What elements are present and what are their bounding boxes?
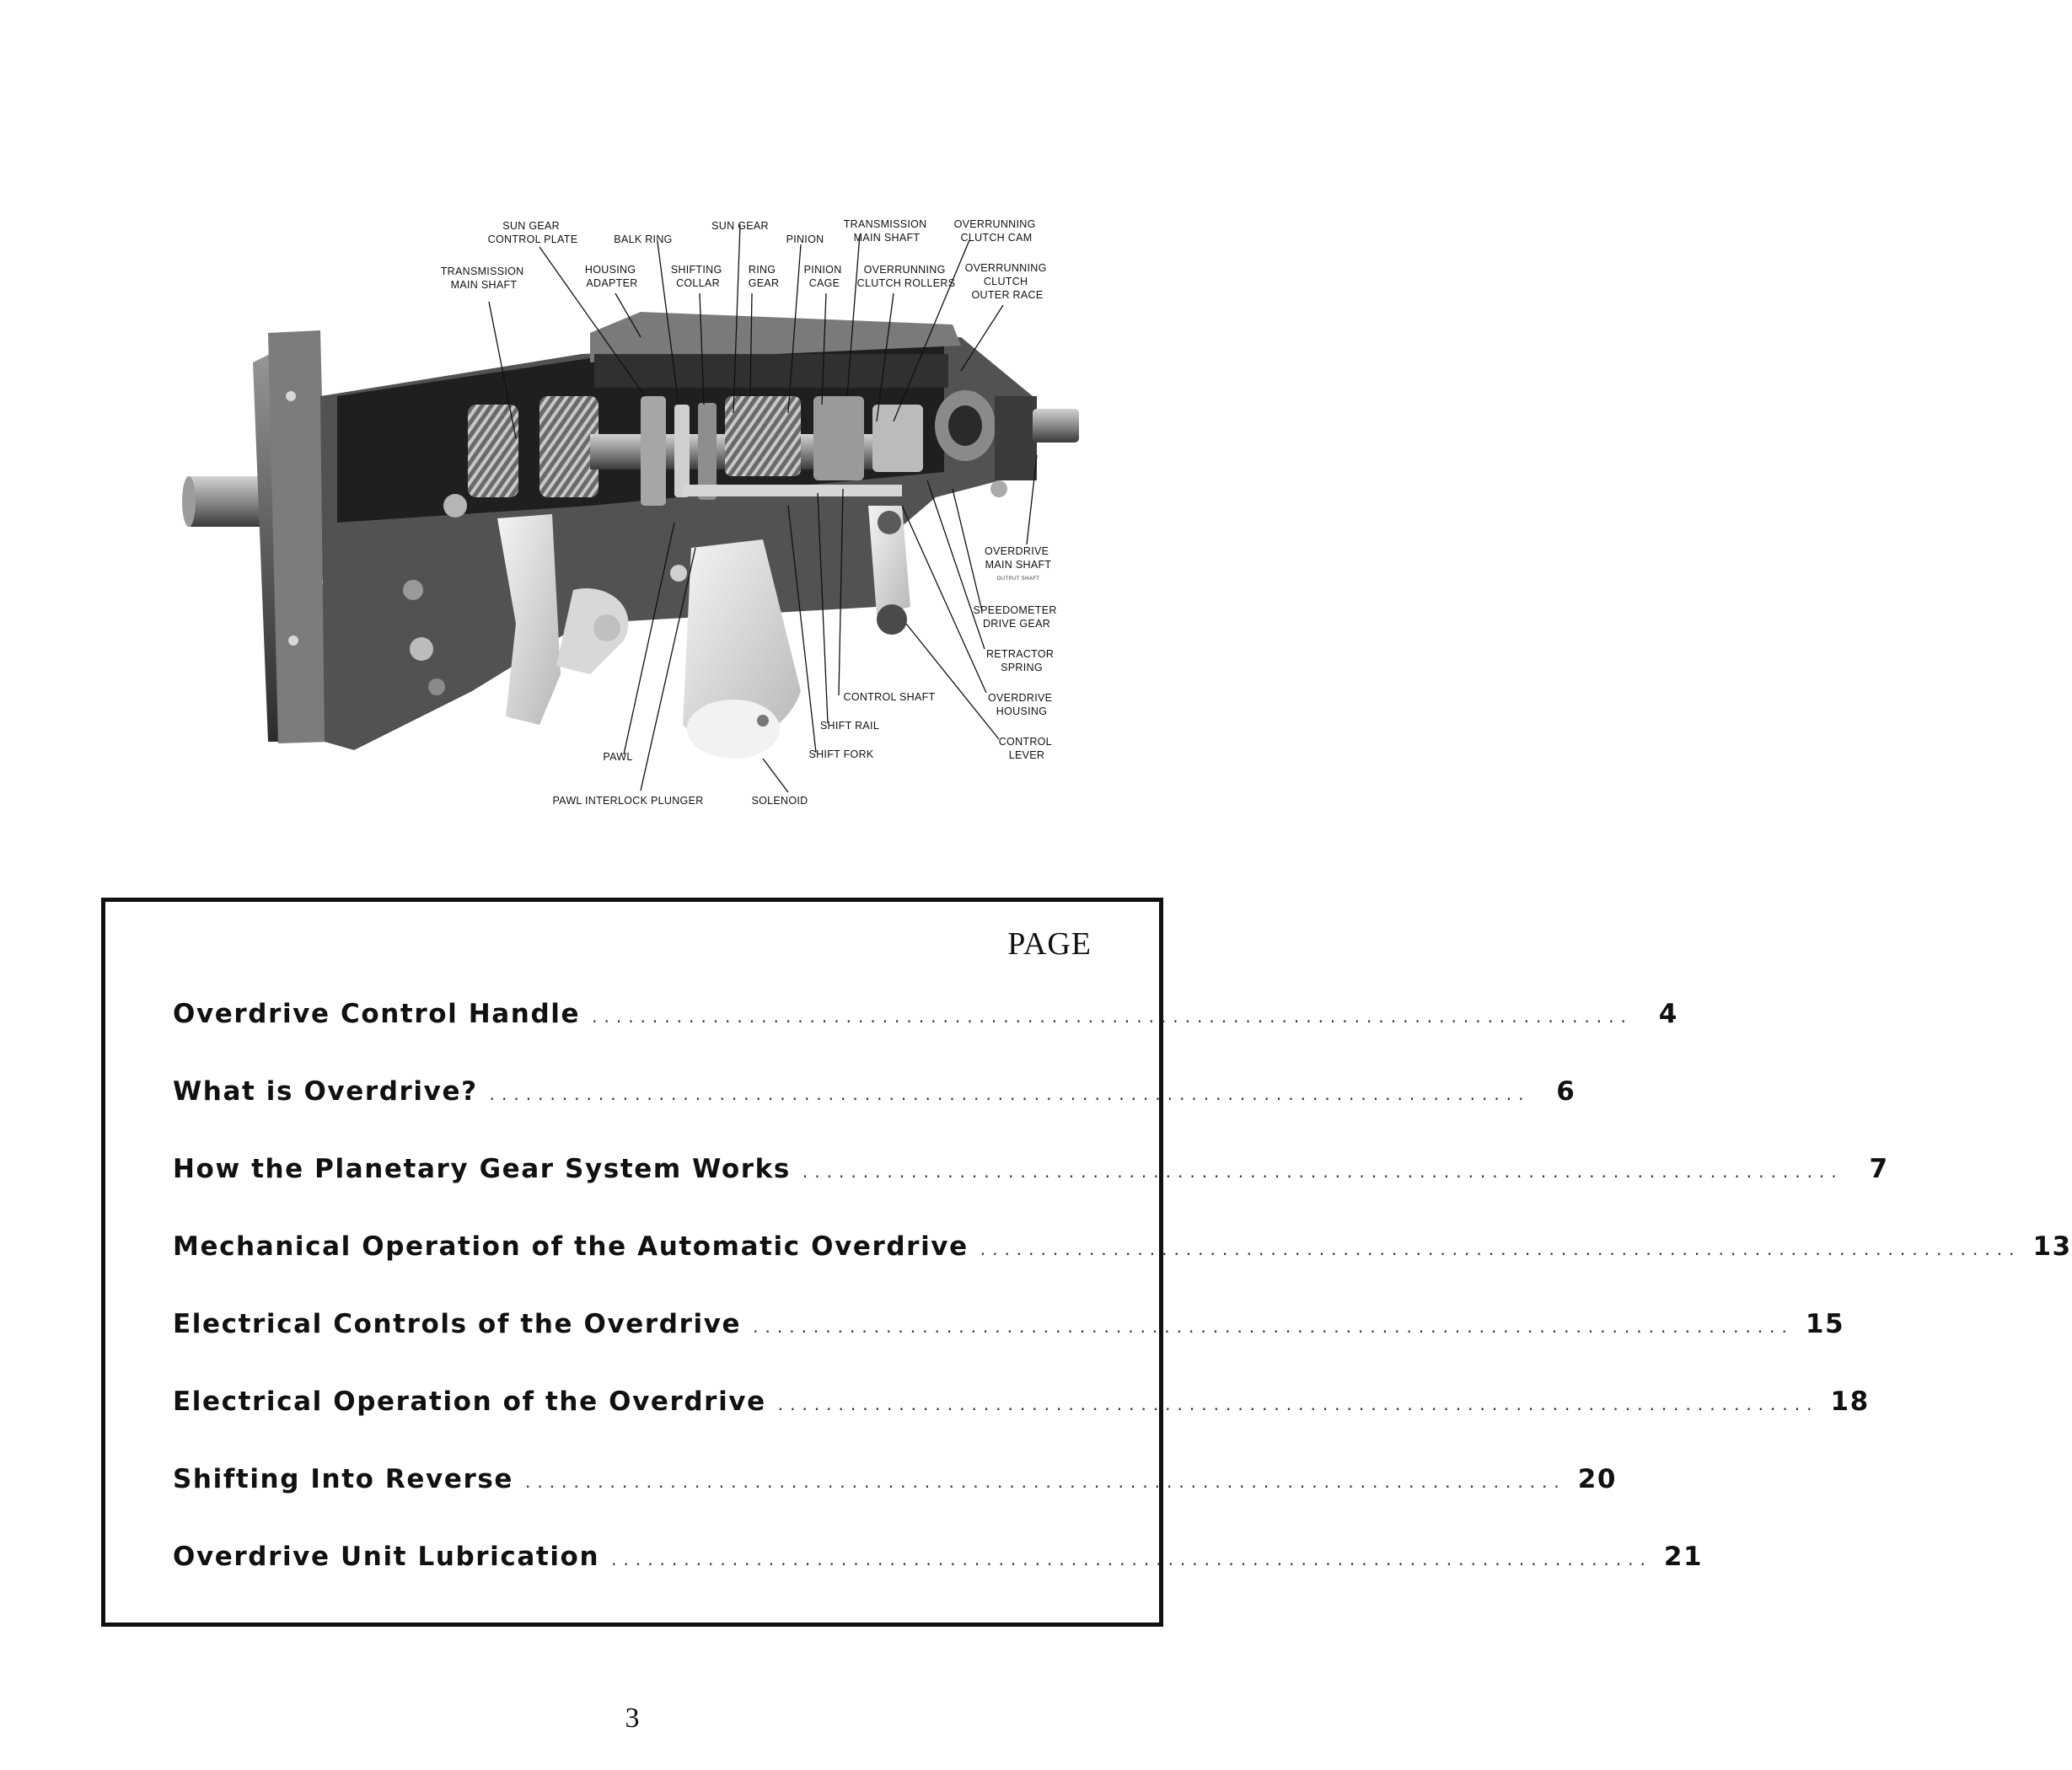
toc-entry[interactable] [173, 1231, 2072, 1274]
label-shift-rail: SHIFT RAIL [819, 720, 880, 732]
label-balk-ring: BALK RING [614, 233, 673, 245]
label-overdrive-main-shaft: OVERDRIVE MAIN SHAFT [984, 545, 1052, 571]
label-speedometer-drive-gear: SPEEDOMETER DRIVE GEAR [973, 604, 1057, 630]
toc-entry-page: 7 [1869, 1154, 1889, 1184]
toc-leader-dots: ...................................................................................... [489, 1084, 1531, 1104]
toc-entry-page: 4 [1658, 999, 1678, 1029]
label-transmission-main-shaft-top: TRANSMISSION MAIN SHAFT [843, 218, 927, 244]
toc-leader-dots: ...................................................................................... [980, 1239, 2021, 1259]
label-ring-gear: RING GEAR [748, 264, 780, 289]
label-output-shaft: OUTPUT SHAFT [996, 577, 1040, 582]
toc-leader-dots: ...................................................................................... [753, 1317, 1794, 1337]
label-sun-gear: SUN GEAR [711, 220, 769, 232]
toc-entry-title: Shifting Into Reverse [173, 1464, 514, 1494]
toc-leader-dots: ...................................................................................... [525, 1472, 1566, 1492]
toc-entry-page: 18 [1830, 1386, 1870, 1417]
toc-entry-title: How the Planetary Gear System Works [173, 1154, 791, 1184]
label-overrunning-clutch-outer-race: OVERRUNNING CLUTCH OUTER RACE [964, 262, 1047, 301]
toc-entry-page: 6 [1556, 1076, 1576, 1107]
toc-entry[interactable] [173, 1386, 1870, 1429]
toc-entry-page: 20 [1577, 1464, 1618, 1494]
toc-leader-dots: ...................................................................................... [611, 1549, 1652, 1569]
label-sun-gear-control-plate: SUN GEAR CONTROL PLATE [487, 220, 578, 245]
toc-leader-dots: ...................................................................................... [592, 1006, 1633, 1027]
table-of-contents [101, 898, 2072, 1627]
label-overdrive-housing: OVERDRIVE HOUSING [987, 692, 1053, 717]
toc-entry[interactable] [173, 999, 1678, 1041]
toc-entry-page: 13 [2032, 1231, 2072, 1262]
label-control-shaft: CONTROL SHAFT [843, 691, 936, 703]
label-housing-adapter: HOUSING ADAPTER [584, 264, 638, 289]
label-shifting-collar: SHIFTING COLLAR [670, 264, 722, 289]
toc-entry-title: Electrical Operation of the Overdrive [173, 1386, 766, 1417]
toc-entry[interactable] [173, 1309, 1845, 1351]
toc-entry[interactable] [173, 1542, 1704, 1584]
toc-entry[interactable] [173, 1076, 1576, 1118]
toc-entry-title: Overdrive Unit Lubrication [173, 1542, 600, 1572]
transmission-illustration [182, 312, 1079, 759]
label-pawl-interlock-plunger: PAWL INTERLOCK PLUNGER [552, 795, 704, 807]
label-control-lever: CONTROL LEVER [998, 736, 1052, 761]
toc-entry-page: 21 [1663, 1542, 1704, 1572]
toc-entry[interactable] [173, 1154, 1889, 1196]
label-pawl: PAWL [603, 751, 633, 763]
overdrive-cutaway-diagram [0, 0, 1264, 843]
toc-leader-dots: ...................................................................................... [802, 1161, 1844, 1182]
page-number: 3 [625, 1703, 640, 1734]
label-retractor-spring: RETRACTOR SPRING [985, 648, 1055, 673]
toc-entry-title: Electrical Controls of the Overdrive [173, 1309, 742, 1339]
toc-entry[interactable] [173, 1464, 1618, 1506]
page-column-heading: PAGE [1007, 926, 1092, 962]
toc-entry-title: What is Overdrive? [173, 1076, 478, 1107]
label-overrunning-clutch-rollers: OVERRUNNING CLUTCH ROLLERS [856, 264, 956, 289]
toc-leader-dots: ...................................................................................... [777, 1394, 1819, 1414]
toc-entry-title: Overdrive Control Handle [173, 999, 581, 1029]
label-pinion: PINION [786, 233, 824, 245]
toc-entry-title: Mechanical Operation of the Automatic Overdrive [173, 1231, 969, 1262]
toc-entry-page: 15 [1805, 1309, 1845, 1339]
label-shift-fork: SHIFT FORK [808, 748, 874, 760]
label-solenoid: SOLENOID [751, 795, 808, 807]
label-overrunning-clutch-cam: OVERRUNNING CLUTCH CAM [953, 218, 1036, 244]
label-pinion-cage: PINION CAGE [803, 264, 842, 289]
label-transmission-main-shaft-left: TRANSMISSION MAIN SHAFT [440, 266, 524, 291]
